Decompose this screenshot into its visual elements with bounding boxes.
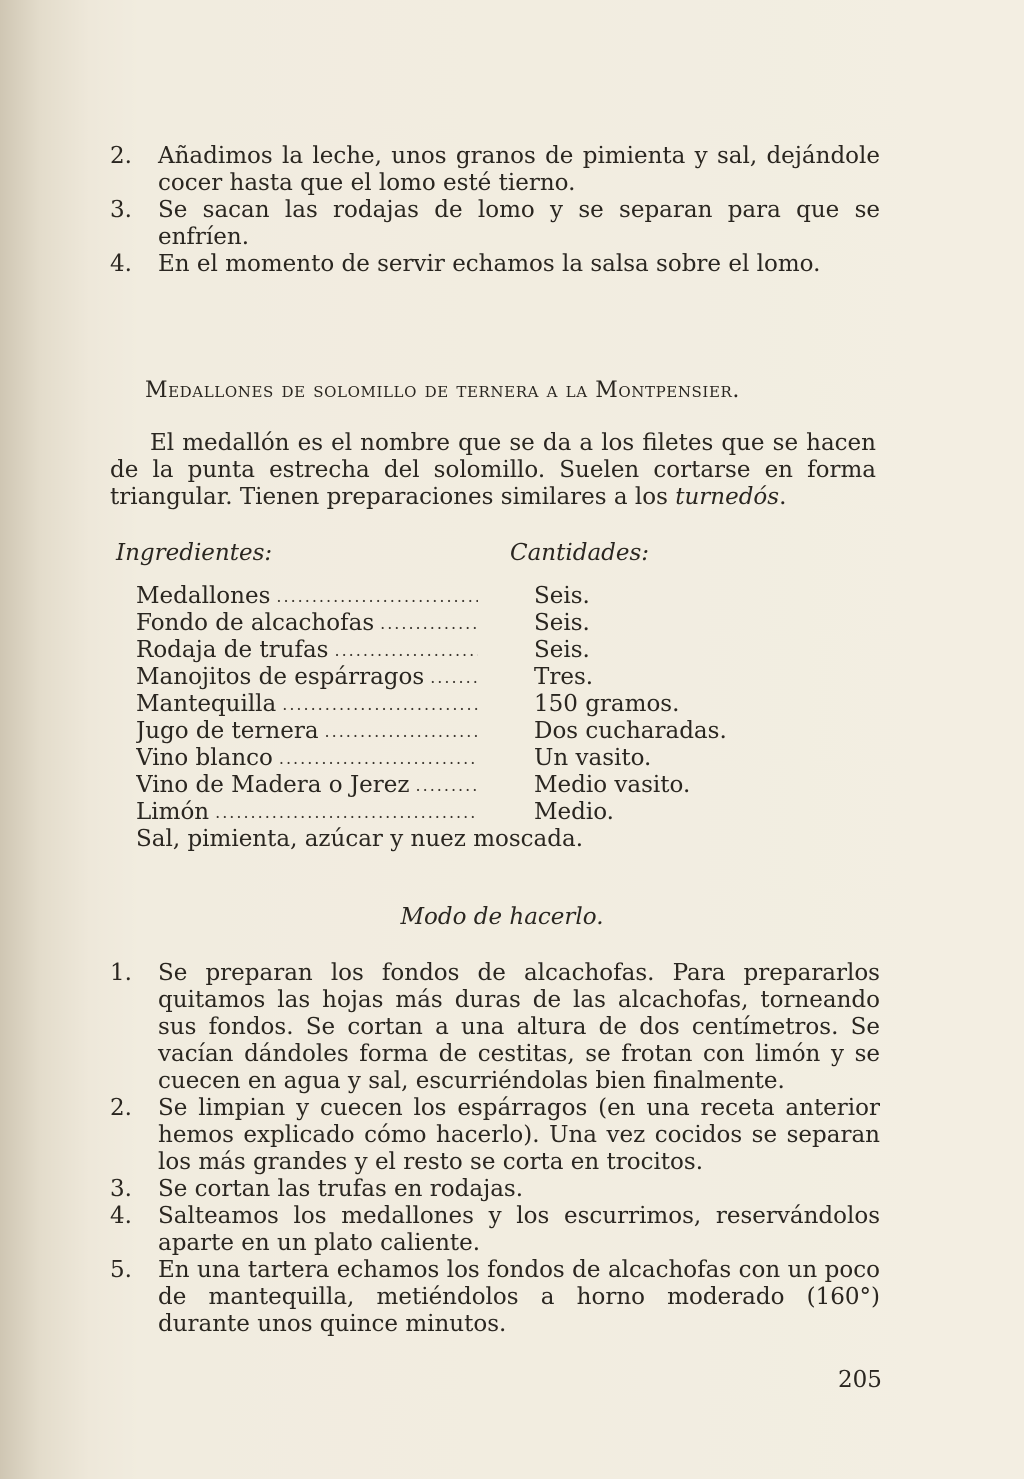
- step-item: [110, 1176, 880, 1203]
- ingredient-row: [136, 637, 756, 664]
- leader-dots: [416, 772, 478, 799]
- ingredient-name: Medallones: [136, 583, 271, 609]
- ingredient-quantity: Seis.: [534, 583, 590, 609]
- step-text: Se sacan las rodajas de lomo y se separan para que se enfríen.: [158, 197, 880, 250]
- quantities-header: Cantidades:: [510, 540, 650, 566]
- ingredient-quantity: Un vasito.: [534, 745, 652, 771]
- seasoning-text: Sal, pimienta, azúcar y nuez moscada.: [136, 826, 584, 852]
- step-number: 2.: [110, 143, 132, 169]
- leader-dots: [334, 637, 478, 664]
- leader-dots: [282, 691, 478, 718]
- step-number: 4.: [110, 251, 132, 277]
- ingredient-row: [136, 745, 756, 772]
- step-text: Se cortan las trufas en rodajas.: [158, 1176, 524, 1202]
- ingredient-row: [136, 664, 756, 691]
- ingredient-quantity: Tres.: [534, 664, 594, 690]
- ingredient-quantity: Seis.: [534, 610, 590, 636]
- step-text: En el momento de servir echamos la salsa sobre el lomo.: [158, 251, 821, 277]
- ingredient-name: Rodaja de trufas: [136, 637, 329, 663]
- step-number: 2.: [110, 1095, 132, 1121]
- steps-top: [110, 143, 880, 278]
- step-text: En una tartera echamos los fondos de alcachofas con un poco de mantequilla, metiéndolos a horno moderado (160°) durante unos quince minutos.: [158, 1257, 880, 1337]
- step-item: [110, 251, 880, 278]
- intro-end: .: [779, 484, 787, 510]
- leader-dots: [279, 745, 478, 772]
- intro-text: El medallón es el nombre que se da a los filetes que se hacen de la punta estrecha del solomillo. Suelen cortarse en forma triangular. Tienen preparaciones similares a los: [110, 430, 876, 510]
- step-number: 3.: [110, 197, 132, 223]
- page-number: 205: [838, 1367, 882, 1393]
- step-item: [110, 197, 880, 251]
- ingredient-quantity: Seis.: [534, 637, 590, 663]
- recipe-intro: [110, 430, 876, 511]
- steps-method: [110, 960, 880, 1338]
- step-item: [110, 1203, 880, 1257]
- step-text: Se preparan los fondos de alcachofas. Para prepararlos quitamos las hojas más duras de las alcachofas, torneando sus fondos. Se cortan a una altura de dos centímetros. Se vacían dándoles forma de cestitas, se frotan con limón y se cuecen en agua y sal, escurriéndolas bien finalmente.: [158, 960, 880, 1094]
- method-title-text: Modo de hacerlo.: [400, 904, 604, 930]
- step-item: [110, 960, 880, 1095]
- step-text: Añadimos la leche, unos granos de pimienta y sal, dejándole cocer hasta que el lomo esté tierno.: [158, 143, 880, 196]
- step-item: [110, 1095, 880, 1176]
- step-text: Salteamos los medallones y los escurrimos, reservándolos aparte en un plato caliente.: [158, 1203, 880, 1256]
- ingredient-row: [136, 691, 756, 718]
- seasoning-row: [136, 826, 756, 853]
- ingredient-row: [136, 799, 756, 826]
- intro-emphasis: turnedós: [675, 484, 780, 510]
- step-number: 5.: [110, 1257, 132, 1283]
- recipe-title: Medallones de solomillo de ternera a la Montpensier.: [145, 378, 740, 403]
- leader-dots: [325, 718, 478, 745]
- ingredient-quantity: Medio vasito.: [534, 772, 691, 798]
- leader-dots: [276, 583, 478, 610]
- step-number: 1.: [110, 960, 132, 986]
- step-text: Se limpian y cuecen los espárragos (en una receta anterior hemos explicado cómo hacerlo). Una vez cocidos se separan los más grandes y el resto se corta en trocitos.: [158, 1095, 880, 1175]
- step-item: [110, 143, 880, 197]
- leader-dots: [215, 799, 478, 826]
- ingredient-row: [136, 718, 756, 745]
- ingredient-row: [136, 610, 756, 637]
- step-number: 4.: [110, 1203, 132, 1229]
- ingredient-name: Mantequilla: [136, 691, 277, 717]
- leader-dots: [380, 610, 478, 637]
- ingredient-name: Limón: [136, 799, 210, 825]
- ingredient-quantity: Medio.: [534, 799, 614, 825]
- ingredients-list: [136, 583, 756, 853]
- ingredient-name: Fondo de alcachofas: [136, 610, 375, 636]
- step-item: [110, 1257, 880, 1338]
- ingredient-name: Manojitos de espárragos: [136, 664, 425, 690]
- step-number: 3.: [110, 1176, 132, 1202]
- ingredient-row: [136, 583, 756, 610]
- leader-dots: [430, 664, 478, 691]
- method-title: [0, 904, 1024, 930]
- ingredient-name: Vino de Madera o Jerez: [136, 772, 410, 798]
- ingredients-header: Ingredientes:: [116, 540, 273, 566]
- ingredient-name: Vino blanco: [136, 745, 273, 771]
- ingredient-quantity: 150 gramos.: [534, 691, 680, 717]
- ingredient-quantity: Dos cucharadas.: [534, 718, 727, 744]
- ingredient-name: Jugo de ternera: [136, 718, 319, 744]
- ingredient-row: [136, 772, 756, 799]
